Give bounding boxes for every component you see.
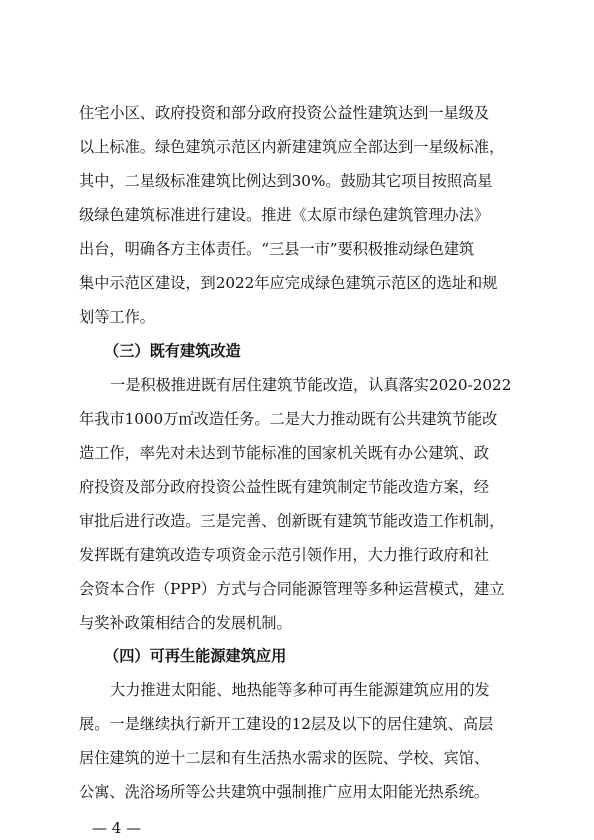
body-line: 其中，二星级标准建筑比例达到30%。鼓励其它项目按照高星 <box>79 172 493 190</box>
body-line: 住宅小区、政府投资和部分政府投资公益性建筑达到一星级及 <box>79 104 490 122</box>
body-line: 集中示范区建设，到2022年应完成绿色建筑示范区的选址和规 <box>79 274 498 292</box>
section-heading-renewable-energy: （四）可再生能源建筑应用 <box>104 647 287 665</box>
body-line: 展。一是继续执行新开工建设的12层及以下的居住建筑、高层 <box>79 715 494 733</box>
body-line: 划等工作。 <box>79 308 155 326</box>
body-line: 级绿色建筑标准进行建设。推进《太原市绿色建筑管理办法》 <box>79 206 490 224</box>
body-line: 居住建筑的逆十二层和有生活热水需求的医院、学校、宾馆、 <box>79 749 490 767</box>
body-line: 与奖补政策相结合的发展机制。 <box>79 614 292 632</box>
body-line: 审批后进行改造。三是完善、创新既有建筑节能改造工作机制， <box>79 512 505 530</box>
body-line: 会资本合作（PPP）方式与合同能源管理等多种运营模式，建立 <box>79 580 505 598</box>
body-line: 府投资及部分政府投资公益性既有建筑制定节能改造方案，经 <box>79 478 490 496</box>
body-line: 公寓、洗浴场所等公共建筑中强制推广应用太阳能光热系统。 <box>79 783 490 801</box>
body-line: 出台，明确各方主体责任。“三县一市”要积极推动绿色建筑 <box>79 240 475 258</box>
body-line: 发挥既有建筑改造专项资金示范引领作用，大力推行政府和社 <box>79 546 490 564</box>
page-number: — 4 — <box>92 819 142 837</box>
body-line: 大力推进太阳能、地热能等多种可再生能源建筑应用的发 <box>110 681 490 699</box>
section-heading-existing-buildings: （三）既有建筑改造 <box>104 342 241 360</box>
body-line: 一是积极推进既有居住建筑节能改造，认真落实2020-2022 <box>110 376 512 394</box>
body-line: 以上标准。绿色建筑示范区内新建建筑应全部达到一星级标准， <box>79 138 505 156</box>
body-line: 造工作，率先对未达到节能标准的国家机关既有办公建筑、政 <box>79 444 490 462</box>
body-line: 年我市1000万㎡改造任务。二是大力推动既有公共建筑节能改 <box>79 410 498 428</box>
